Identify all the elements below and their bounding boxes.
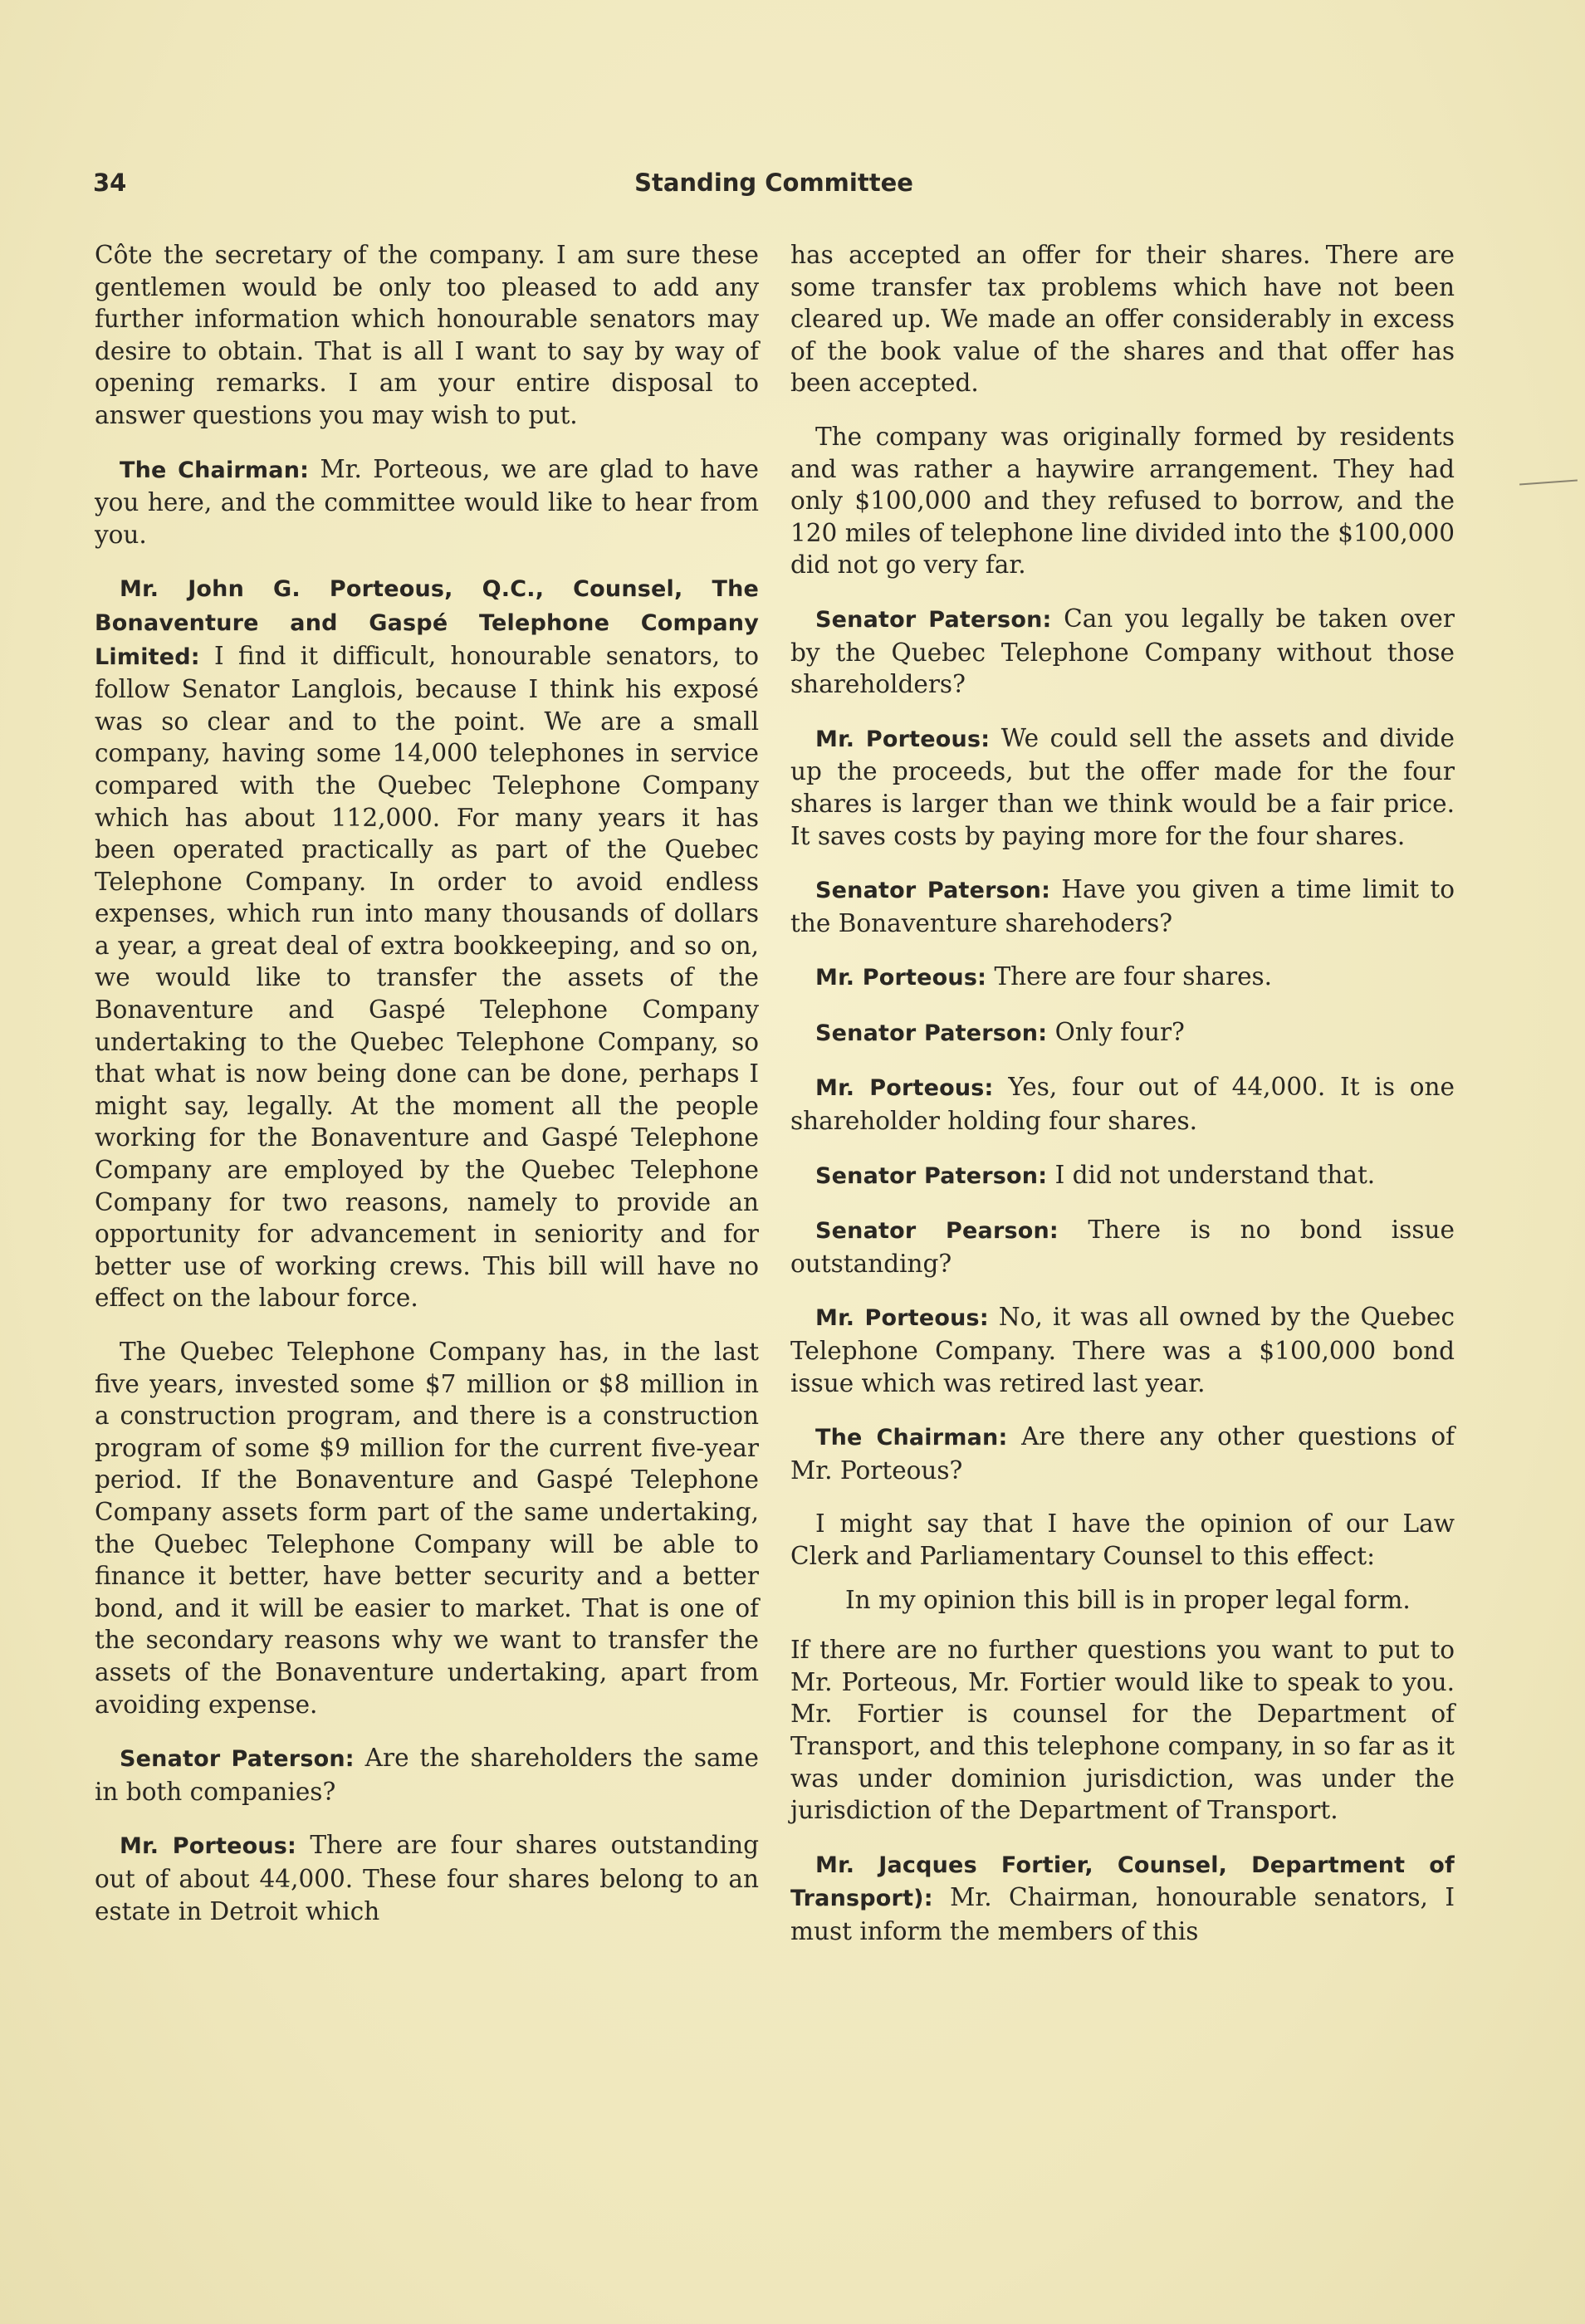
speaker-name: Senator Pearson: [815, 1218, 1059, 1245]
speech-paragraph [95, 1742, 759, 1808]
paragraph-text: The company was originally formed by residents and was rather a haywire arrangement. They had only $100,000 and they refused to borrow, and the 120 miles of telephone line divided into the $100,000 did not go very far. [790, 422, 1455, 580]
speaker-name: Senator Paterson: [815, 606, 1052, 633]
speech-text: No, it was all owned by the Quebec Telephone Company. There was a $100,000 bond issue which was retired last year. [790, 1303, 1455, 1397]
speaker-name: The Chairman: [815, 1425, 1008, 1451]
speaker-name: Mr. Porteous: [815, 1075, 994, 1102]
paragraph-text: Côte the secretary of the company. I am sure these gentlemen would be only too pleased to add any further information which honourable senators may desire to obtain. That is all I want to say by way of opening remarks. I am your entire disposal to answer questions you may wish to put. [95, 241, 759, 429]
speech-text: I find it difficult, honourable senators, to follow Senator Langlois, because I think his exposé was so clear and to the point. We are a small company, having some 14,000 telephones in service compared with the Quebec Telephone Company which has about 112,000. For many years it has been operated practically as part of the Quebec Telephone Company. In order to avoid endless expenses, which run into many thousands of dollars a year, a great deal of extra bookkeeping, and so on, we would like to transfer the assets of the Bonaventure and Gaspé Telephone Company undertaking to the Quebec Telephone Company, so that what is now being done can be done, perhaps I might say, legally. At the moment all the people working for the Bonaventure and Gaspé Telephone Company are employed by the Quebec Telephone Company for two reasons, namely to provide an opportunity for advancement in seniority and for better use of working crews. This bill will have no effect on the labour force. [95, 641, 759, 1313]
speech-paragraph [790, 1301, 1455, 1399]
speech-paragraph [95, 453, 759, 551]
body-paragraph [790, 239, 1455, 399]
speaker-name: Senator Paterson: [815, 1162, 1048, 1189]
speech-paragraph [790, 722, 1455, 852]
speech-paragraph [95, 1829, 759, 1927]
speech-text: There are four shares. [986, 962, 1273, 991]
page-header [93, 169, 1455, 202]
body-paragraph [790, 1634, 1455, 1827]
speech-text: Mr. Chairman, honourable senators, I must inform the members of this [790, 1883, 1455, 1945]
body-paragraph [95, 1336, 759, 1720]
body-paragraph [790, 421, 1455, 581]
speech-text: Only four? [1047, 1017, 1185, 1046]
speech-text: I did not understand that. [1047, 1160, 1376, 1189]
speech-text: Are the shareholders the same in both companies? [95, 1744, 759, 1806]
speech-paragraph [790, 1421, 1455, 1486]
block-quote [790, 1584, 1455, 1617]
left-column [95, 239, 759, 1949]
speech-paragraph [790, 1848, 1455, 1948]
body-paragraph [790, 1508, 1455, 1572]
speech-paragraph [790, 1159, 1455, 1193]
speech-text: Have you given a time limit to the Bonaventure sharehoders? [790, 875, 1455, 937]
speaker-name: Senator Paterson: [815, 878, 1051, 904]
speech-text: Mr. Porteous, we are glad to have you here, and the committee would like to hear from you. [95, 454, 759, 549]
speech-text: Yes, four out of 44,000. It is one shareholder holding four shares. [790, 1073, 1455, 1136]
speaker-name: Mr. Jacques Fortier, Counsel, Department of Transport): [790, 1852, 1455, 1912]
speech-text: We could sell the assets and divide up the proceeds, but the offer made for the four shares is larger than we think would be a fair price. It saves costs by paying more for the four shares. [790, 723, 1455, 850]
speech-paragraph [790, 1214, 1455, 1279]
speaker-name: Mr. Porteous: [120, 1833, 297, 1860]
margin-pencil-mark [1519, 480, 1578, 486]
speech-paragraph [790, 603, 1455, 701]
speaker-name: Mr. Porteous: [815, 1305, 989, 1332]
page-number: 34 [93, 169, 127, 197]
paragraph-text: The Quebec Telephone Company has, in the last five years, invested some $7 million or $8 million in a construction program, and there is a construction program of some $9 million for the current five-year period. If the Bonaventure and Gaspé Telephone Company assets form part of the same undertaking, the Quebec Telephone Company will be able to finance it better, have better security and a better bond, and it will be easier to market. That is one of the secondary reasons why we want to transfer the assets of the Bonaventure undertaking, apart from avoiding expense. [95, 1338, 759, 1719]
speech-paragraph [95, 572, 759, 1314]
speaker-name: Senator Paterson: [120, 1746, 355, 1773]
speaker-name: The Chairman: [120, 457, 310, 483]
speech-text: There are four shares outstanding out of about 44,000. These four shares belong to an estate in Detroit which [95, 1831, 759, 1925]
body-paragraph [95, 239, 759, 432]
speech-text: There is no bond issue outstanding? [790, 1216, 1455, 1278]
speech-text: Are there any other questions of Mr. Porteous? [790, 1422, 1455, 1485]
speech-paragraph [790, 961, 1455, 995]
paragraph-text: has accepted an offer for their shares. There are some transfer tax problems which have not been cleared up. We made an offer considerably in excess of the book value of the shares and that offer has been accepted. [790, 241, 1455, 398]
speech-text: Can you legally be taken over by the Quebec Telephone Company without those shareholders? [790, 604, 1455, 699]
speaker-name: Mr. John G. Porteous, Q.C., Counsel, The Bonaventure and Gaspé Telephone Company Limited: [95, 576, 759, 670]
quote-text: In my opinion this bill is in proper legal form. [845, 1585, 1411, 1614]
speech-paragraph [790, 1071, 1455, 1137]
speech-paragraph [790, 873, 1455, 939]
speech-paragraph [790, 1016, 1455, 1050]
speaker-name: Mr. Porteous: [815, 965, 987, 991]
right-column [790, 239, 1455, 1969]
paragraph-text: I might say that I have the opinion of our Law Clerk and Parliamentary Counsel to this effect: [790, 1509, 1455, 1570]
speaker-name: Senator Paterson: [815, 1020, 1048, 1046]
running-title: Standing Committee [634, 169, 913, 197]
paragraph-text: If there are no further questions you want to put to Mr. Porteous, Mr. Fortier would like to speak to you. Mr. Fortier is counsel for the Department of Transport, and this telephone company, in so far as it was under dominion jurisdiction, was under the jurisdiction of the Department of Transport. [790, 1636, 1455, 1825]
speaker-name: Mr. Porteous: [815, 726, 991, 752]
